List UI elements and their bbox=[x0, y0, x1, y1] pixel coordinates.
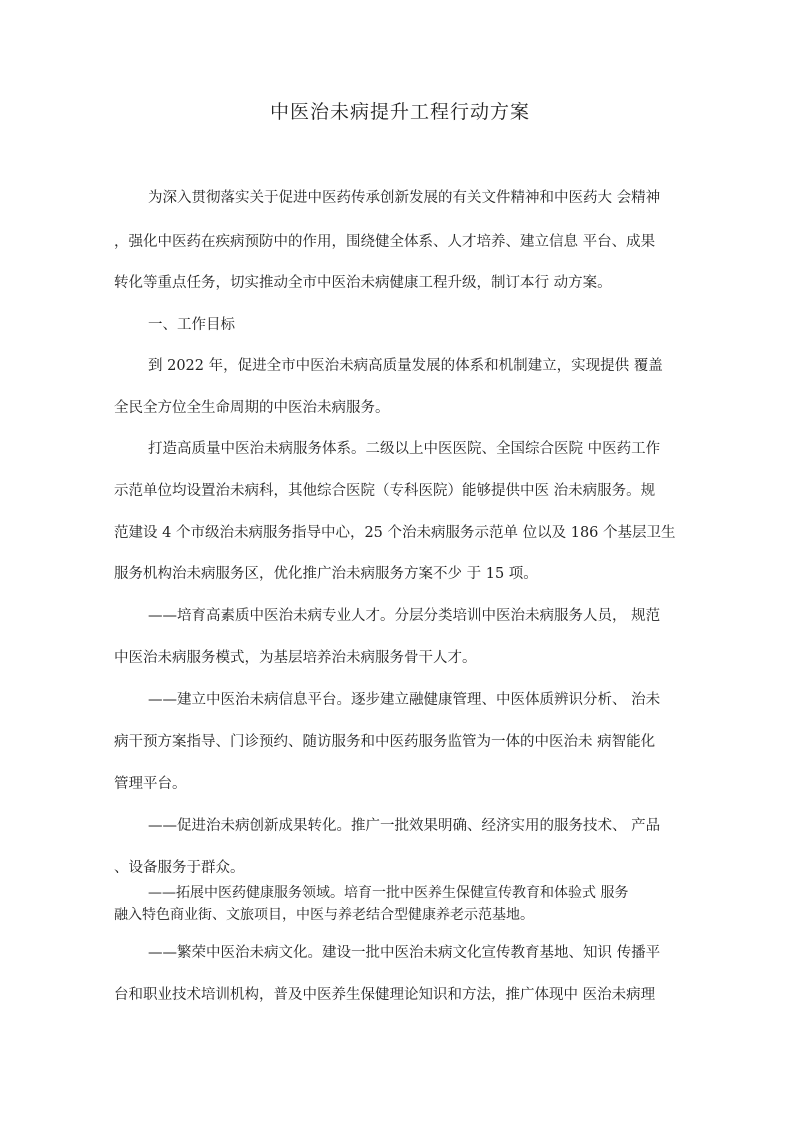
paragraph-line: ——繁荣中医治未病文化。建设一批中医治未病文化宣传教育基地、知识 传播平 bbox=[148, 945, 661, 961]
paragraph-line: 范建设 4 个市级治未病服务指导中心，25 个治未病服务示范单 位以及 186 个基层卫生 bbox=[114, 525, 676, 541]
paragraph-line: 融入特色商业街、文旅项目，中医与养老结合型健康养老示范基地。 bbox=[114, 907, 534, 923]
paragraph-line: 、设备服务于群众。 bbox=[114, 860, 245, 876]
paragraph-line: ——拓展中医药健康服务领域。培育一批中医养生保健宣传教育和体验式 服务 bbox=[148, 885, 629, 901]
section-heading: 一、工作目标 bbox=[148, 317, 235, 333]
paragraph-line: ，强化中医药在疾病预防中的作用，围绕健全体系、人才培养、建立信息 平台、成果 bbox=[114, 234, 656, 250]
paragraph-line: 为深入贯彻落实关于促进中医药传承创新发展的有关文件精神和中医药大 会精神 bbox=[148, 190, 661, 206]
paragraph-line: 到 2022 年，促进全市中医治未病高质量发展的体系和机制建立，实现提供 覆盖 bbox=[148, 358, 663, 374]
paragraph-line: ——培育高素质中医治未病专业人才。分层分类培训中医治未病服务人员， 规范 bbox=[148, 608, 661, 624]
paragraph-line: 病干预方案指导、门诊预约、随访服务和中医药服务监管为一体的中医治未 病智能化 bbox=[114, 734, 656, 750]
paragraph-line: 管理平台。 bbox=[114, 776, 187, 792]
paragraph-line: ——建立中医治未病信息平台。逐步建立融健康管理、中医体质辨识分析、 治未 bbox=[148, 692, 661, 708]
paragraph-line: 服务机构治未病服务区，优化推广治未病服务方案不少 于 15 项。 bbox=[114, 566, 538, 582]
paragraph-line: 转化等重点任务，切实推动全市中医治未病健康工程升级，制订本行 动方案。 bbox=[114, 275, 612, 291]
paragraph-line: ——促进治未病创新成果转化。推广一批效果明确、经济实用的服务技术、 产品 bbox=[148, 818, 661, 834]
document-title: 中医治未病提升工程行动方案 bbox=[269, 101, 530, 123]
paragraph-line: 中医治未病服务模式，为基层培养治未病服务骨干人才。 bbox=[114, 650, 477, 666]
paragraph-line: 台和职业技术培训机构，普及中医养生保健理论知识和方法，推广体现中 医治未病理 bbox=[114, 987, 656, 1003]
paragraph-line: 全民全方位全生命周期的中医治未病服务。 bbox=[114, 400, 390, 416]
paragraph-line: 打造高质量中医治未病服务体系。二级以上中医医院、全国综合医院 中医药工作 bbox=[148, 441, 661, 457]
paragraph-line: 示范单位均设置治未病科，其他综合医院（专科医院）能够提供中医 治未病服务。规 bbox=[114, 483, 656, 499]
